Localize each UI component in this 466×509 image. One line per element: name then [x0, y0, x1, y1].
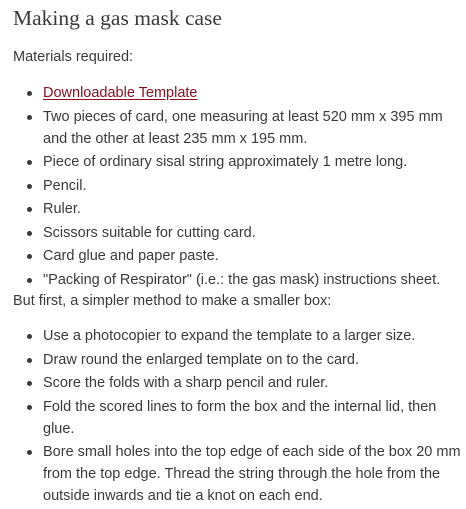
- bullet-icon: [27, 405, 32, 410]
- materials-heading: Materials required:: [13, 49, 134, 65]
- list-item: [13, 349, 463, 371]
- bullet-icon: [27, 450, 32, 455]
- list-item-text: Two pieces of card, one measuring at least 520 mm x 395 mm and the other at least 235 mm x 195 mm.: [43, 108, 443, 147]
- bullet-icon: [27, 254, 32, 259]
- list-item-text: Fold the scored lines to form the box and the internal lid, then glue.: [43, 398, 437, 437]
- bullet-icon: [27, 381, 32, 386]
- list-item: [13, 222, 463, 244]
- bullet-icon: [27, 207, 32, 212]
- method-intro: But first, a simpler method to make a smaller box:: [13, 293, 332, 309]
- list-item-text: Score the folds with a sharp pencil and ruler.: [43, 375, 329, 391]
- list-item-text: Scissors suitable for cutting card.: [43, 224, 256, 241]
- list-item-text: Pencil.: [43, 177, 87, 194]
- list-item-text: Ruler.: [43, 201, 81, 217]
- list-item-text: Card glue and paper paste.: [43, 248, 219, 264]
- list-item: [13, 198, 463, 220]
- steps-list: [13, 325, 463, 509]
- list-item: [13, 151, 463, 173]
- list-item-text: Draw round the enlarged template on to the card.: [43, 351, 359, 368]
- list-item: [13, 245, 463, 267]
- list-item: [13, 372, 463, 394]
- bullet-icon: [27, 160, 32, 165]
- list-item-text: Use a photocopier to expand the template to a larger size.: [43, 328, 416, 344]
- bullet-icon: [27, 358, 32, 363]
- page-title: Making a gas mask case: [13, 6, 222, 30]
- bullet-icon: [27, 115, 32, 120]
- list-item: [13, 269, 463, 291]
- list-item: [13, 106, 463, 150]
- list-item-text: Bore small holes into the top edge of each side of the box 20 mm from the top edge. Thread the string through the hole from the outside inwards and tie a knot on each end.: [43, 444, 461, 504]
- bullet-icon: [27, 91, 32, 96]
- list-item: [13, 396, 463, 440]
- bullet-icon: [27, 184, 32, 189]
- downloadable-template-link[interactable]: Downloadable Template: [43, 85, 198, 101]
- list-item: [13, 82, 463, 104]
- list-item-text: Piece of ordinary sisal string approximately 1 metre long.: [43, 154, 408, 170]
- list-item: [13, 441, 463, 507]
- list-item: [13, 175, 463, 197]
- bullet-icon: [27, 334, 32, 339]
- materials-list: [13, 82, 463, 292]
- list-item-text: "Packing of Respirator" (i.e.: the gas mask) instructions sheet.: [43, 271, 441, 288]
- bullet-icon: [27, 231, 32, 236]
- list-item: [13, 325, 463, 347]
- bullet-icon: [27, 278, 32, 283]
